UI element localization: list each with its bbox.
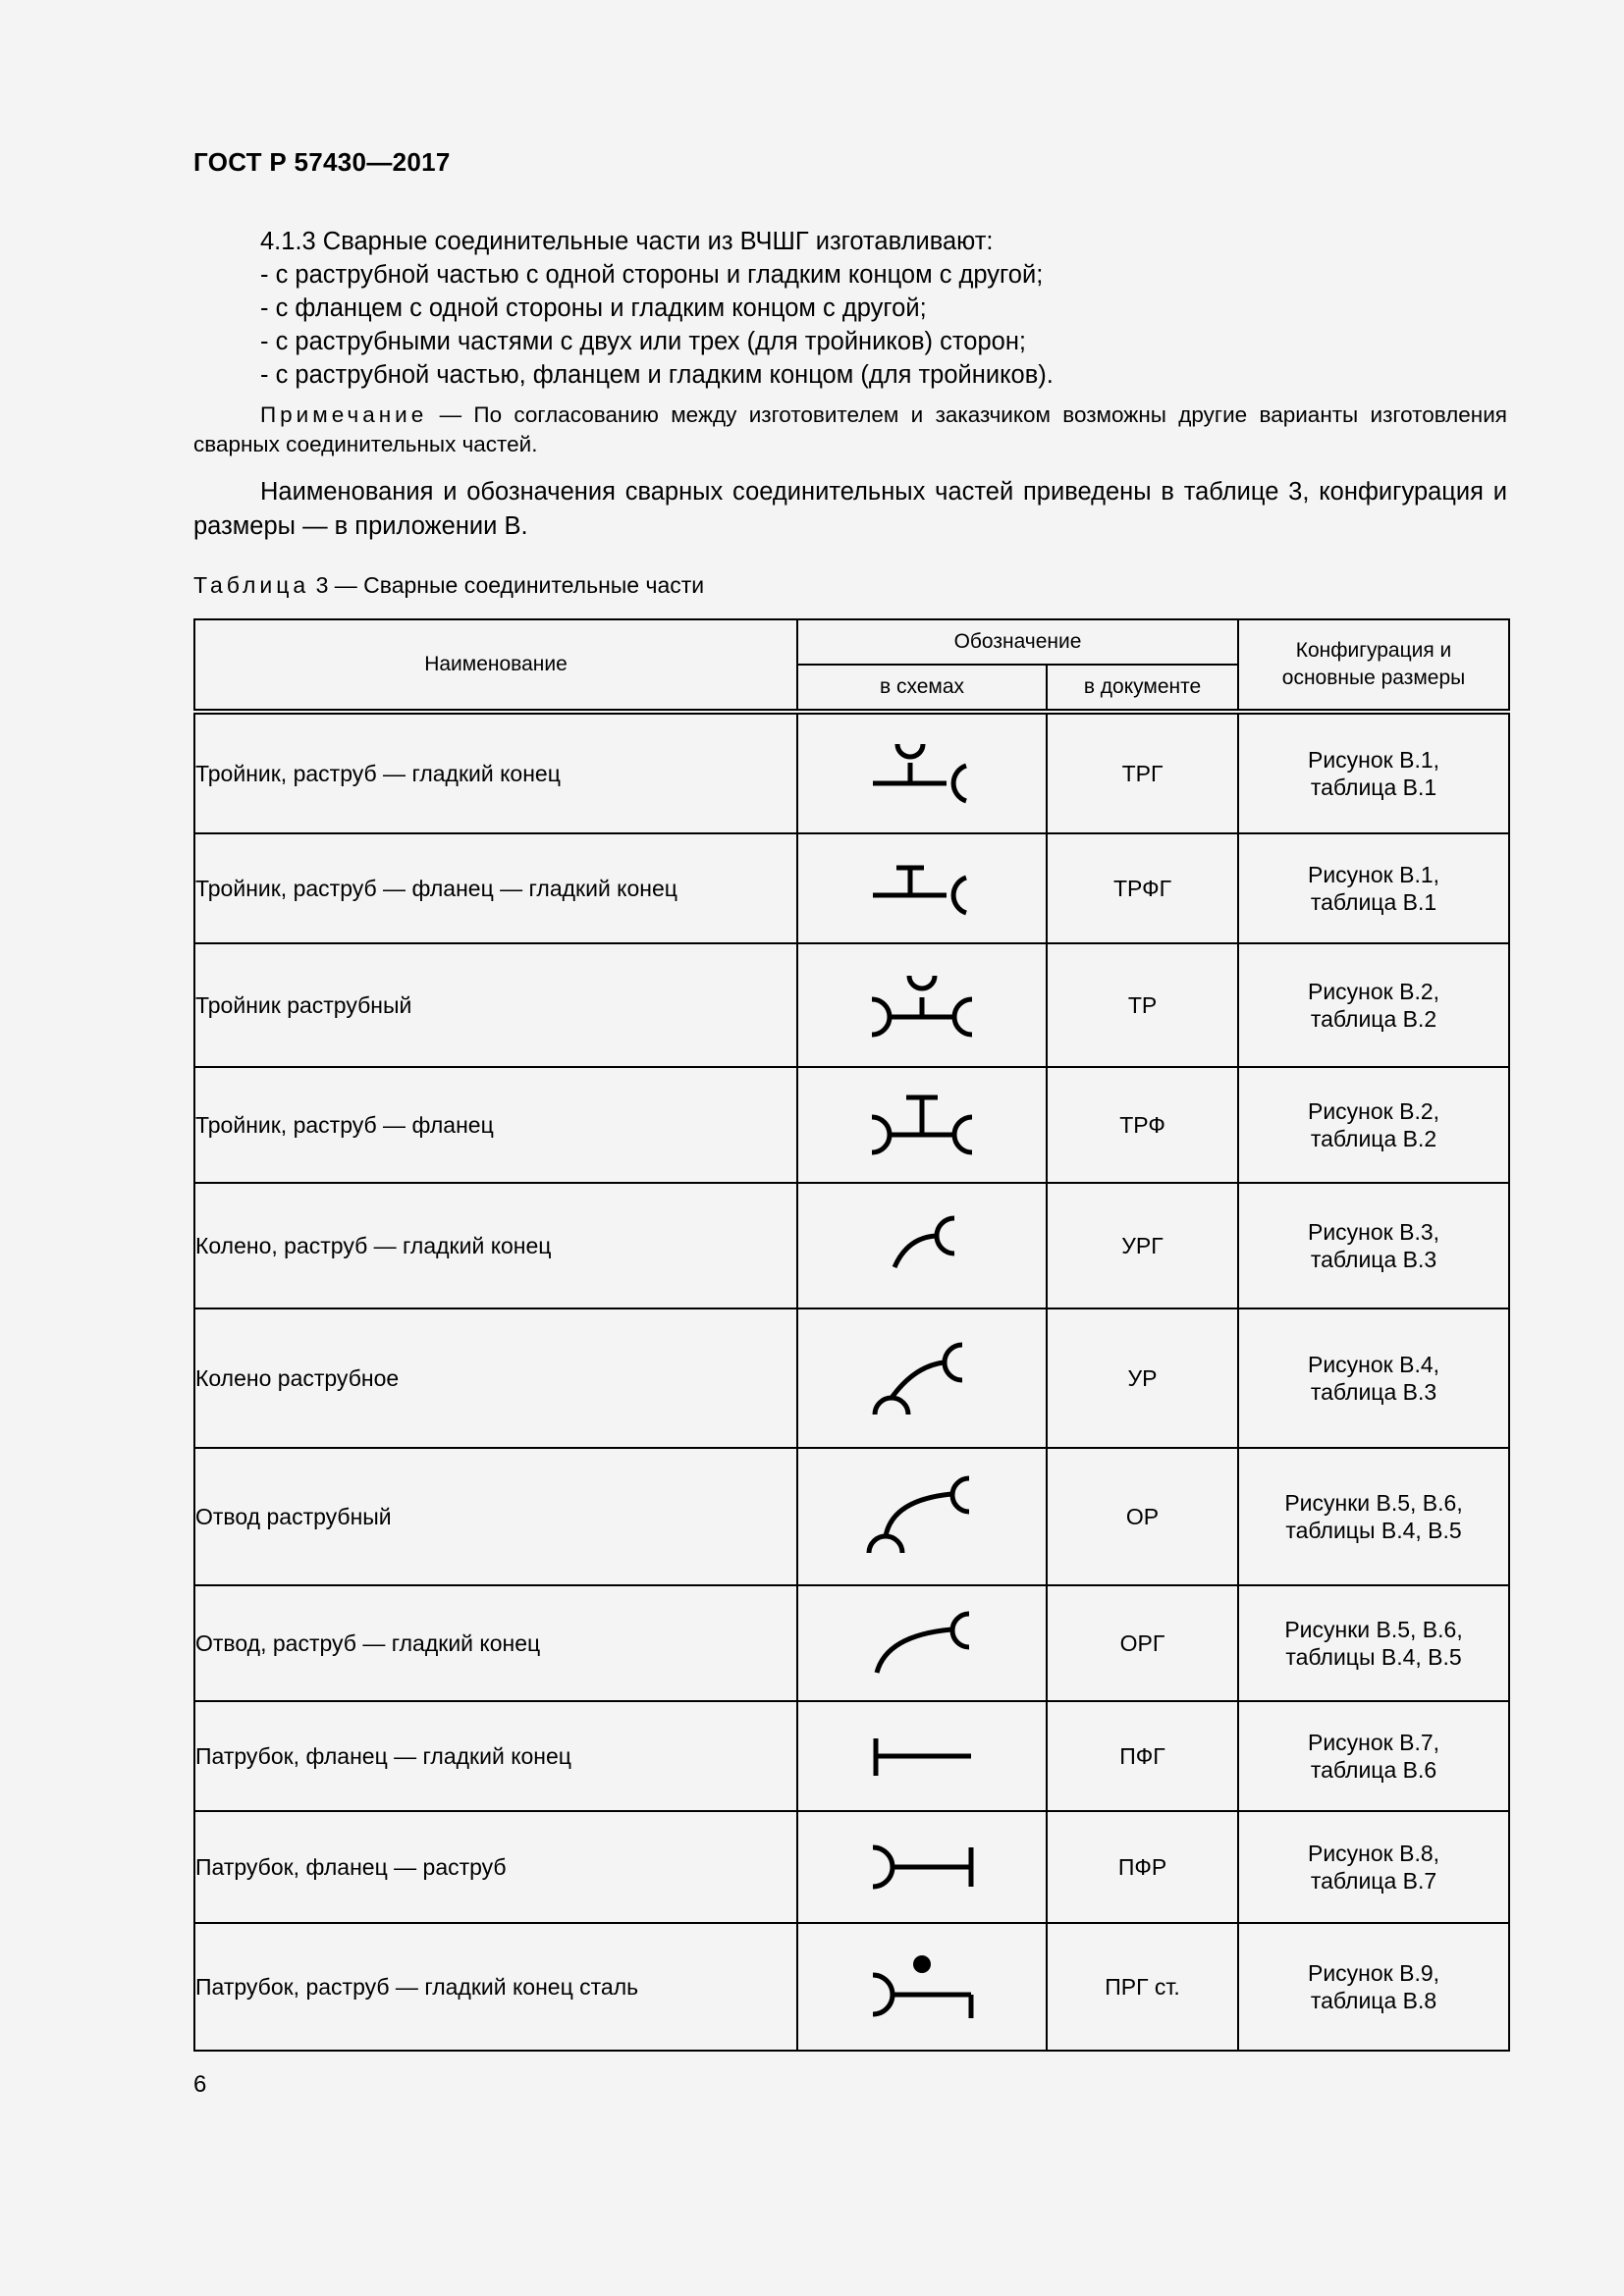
spool-flange-spigot-symbol	[853, 1727, 991, 1786]
tee-socket-flange-spigot-symbol	[853, 854, 991, 923]
config-line: Рисунок В.4,	[1307, 1352, 1440, 1377]
header-name: Наименование	[194, 619, 797, 712]
config-ref	[1238, 943, 1509, 1067]
page-number: 6	[193, 2071, 207, 2098]
paragraph: Наименования и обозначения сварных соединительных частей приведены в таблице 3, конфигурация и размеры — в приложении В.	[193, 478, 1507, 540]
table-row	[194, 1448, 1509, 1585]
table-row	[194, 1585, 1509, 1701]
header-in-document: в документе	[1047, 665, 1238, 712]
config-ref	[1238, 833, 1509, 943]
fitting-code: ТРГ	[1047, 712, 1238, 833]
config-line: таблицы В.4, В.5	[1285, 1644, 1462, 1670]
note	[193, 400, 1507, 459]
config-line: Рисунок В.3,	[1307, 1219, 1440, 1245]
table-caption-label: Таблица	[193, 572, 310, 598]
config-line: Рисунки В.5, В.6,	[1284, 1490, 1463, 1516]
bend-double-socket-symbol	[853, 1472, 991, 1561]
fitting-name: Патрубок, фланец — раструб	[194, 1811, 797, 1923]
table-row	[194, 1183, 1509, 1308]
symbol-cell	[797, 1067, 1047, 1183]
list-item: - с раструбной частью с одной стороны и гладким концом с другой;	[260, 261, 1044, 289]
fitting-name: Тройник раструбный	[194, 943, 797, 1067]
config-line: Рисунок В.9,	[1307, 1960, 1440, 1986]
symbol-cell	[797, 1183, 1047, 1308]
header-designation: Обозначение	[797, 619, 1238, 665]
table-row	[194, 943, 1509, 1067]
elbow-double-socket-symbol	[853, 1334, 991, 1422]
config-line: таблица В.8	[1310, 1988, 1437, 2013]
table-caption-text: 3 — Сварные соединительные части	[309, 572, 705, 598]
fitting-code: ОР	[1047, 1448, 1238, 1585]
config-ref	[1238, 1923, 1509, 2051]
note-text: — По согласованию между изготовителем и заказчиком возможны другие варианты изготовления сварных соединительных частей.	[193, 402, 1507, 456]
header-config: Конфигурация и основные размеры	[1238, 619, 1509, 712]
note-label: Примечание	[260, 402, 428, 427]
clause-4-1-3	[193, 225, 1507, 392]
fitting-name: Отвод, раструб — гладкий конец	[194, 1585, 797, 1701]
table-row	[194, 712, 1509, 833]
symbol-cell	[797, 1701, 1047, 1811]
config-line: Рисунок В.2,	[1307, 1098, 1440, 1124]
fitting-name: Отвод раструбный	[194, 1448, 797, 1585]
config-line: таблица В.2	[1310, 1006, 1437, 1032]
config-line: Рисунок В.1,	[1307, 747, 1440, 773]
tee-all-socket-symbol	[853, 966, 991, 1044]
spool-flange-socket-symbol	[853, 1838, 991, 1896]
config-line: Рисунок В.1,	[1307, 862, 1440, 887]
config-line: Рисунок В.7,	[1307, 1730, 1440, 1755]
table-row	[194, 1067, 1509, 1183]
tee-socket-spigot-symbol	[853, 729, 991, 818]
elbow-socket-spigot-symbol	[853, 1206, 991, 1285]
symbol-cell	[797, 1448, 1047, 1585]
config-ref	[1238, 1067, 1509, 1183]
tee-socket-flange-symbol	[853, 1088, 991, 1162]
table-row	[194, 1923, 1509, 2051]
config-line: таблица В.1	[1310, 889, 1437, 915]
symbol-cell	[797, 1308, 1047, 1448]
clause-lead: 4.1.3 Сварные соединительные части из ВЧШГ изготавливают:	[260, 228, 994, 255]
document-number-header: ГОСТ Р 57430—2017	[193, 147, 451, 177]
table-row	[194, 1811, 1509, 1923]
fitting-code: УР	[1047, 1308, 1238, 1448]
config-line: таблица В.6	[1310, 1757, 1437, 1783]
header-in-schemes: в схемах	[797, 665, 1047, 712]
symbol-cell	[797, 943, 1047, 1067]
fitting-name: Колено раструбное	[194, 1308, 797, 1448]
config-line: таблица В.2	[1310, 1126, 1437, 1151]
config-line: Рисунки В.5, В.6,	[1284, 1617, 1463, 1642]
fitting-code: ПФГ	[1047, 1701, 1238, 1811]
fitting-name: Патрубок, фланец — гладкий конец	[194, 1701, 797, 1811]
fitting-name: Тройник, раструб — гладкий конец	[194, 712, 797, 833]
config-ref	[1238, 1308, 1509, 1448]
symbol-cell	[797, 1811, 1047, 1923]
config-line: Рисунок В.2,	[1307, 979, 1440, 1004]
fitting-name: Тройник, раструб — фланец	[194, 1067, 797, 1183]
config-ref	[1238, 1448, 1509, 1585]
list-item: - с раструбной частью, фланцем и гладким концом (для тройников).	[260, 361, 1054, 389]
config-line: таблица В.3	[1310, 1247, 1437, 1272]
fitting-name: Патрубок, раструб — гладкий конец сталь	[194, 1923, 797, 2051]
config-ref	[1238, 1701, 1509, 1811]
symbol-cell	[797, 712, 1047, 833]
config-line: таблица В.3	[1310, 1379, 1437, 1405]
table-row	[194, 1701, 1509, 1811]
table-caption	[193, 572, 704, 599]
config-line: таблица В.1	[1310, 774, 1437, 800]
config-ref	[1238, 1811, 1509, 1923]
config-ref	[1238, 712, 1509, 833]
config-line: таблицы В.4, В.5	[1285, 1518, 1462, 1543]
fitting-code: ПРГ ст.	[1047, 1923, 1238, 2051]
fitting-name: Колено, раструб — гладкий конец	[194, 1183, 797, 1308]
config-ref	[1238, 1183, 1509, 1308]
fitting-code: УРГ	[1047, 1183, 1238, 1308]
fitting-code: ПФР	[1047, 1811, 1238, 1923]
bend-socket-spigot-symbol	[853, 1606, 991, 1681]
list-item: - с раструбными частями с двух или трех (для тройников) сторон;	[260, 328, 1026, 355]
config-ref	[1238, 1585, 1509, 1701]
symbol-cell	[797, 833, 1047, 943]
table-row	[194, 1308, 1509, 1448]
symbol-cell	[797, 1923, 1047, 2051]
config-line: Рисунок В.8,	[1307, 1841, 1440, 1866]
fittings-table	[193, 618, 1510, 2052]
fitting-code: ТР	[1047, 943, 1238, 1067]
spool-socket-steel-spigot-symbol	[853, 1948, 991, 2026]
table-row	[194, 833, 1509, 943]
list-item: - с фланцем с одной стороны и гладким концом с другой;	[260, 294, 927, 322]
fitting-code: ТРФГ	[1047, 833, 1238, 943]
config-line: таблица В.7	[1310, 1868, 1437, 1894]
fitting-name: Тройник, раструб — фланец — гладкий конец	[194, 833, 797, 943]
symbol-cell	[797, 1585, 1047, 1701]
fitting-code: ТРФ	[1047, 1067, 1238, 1183]
fitting-code: ОРГ	[1047, 1585, 1238, 1701]
